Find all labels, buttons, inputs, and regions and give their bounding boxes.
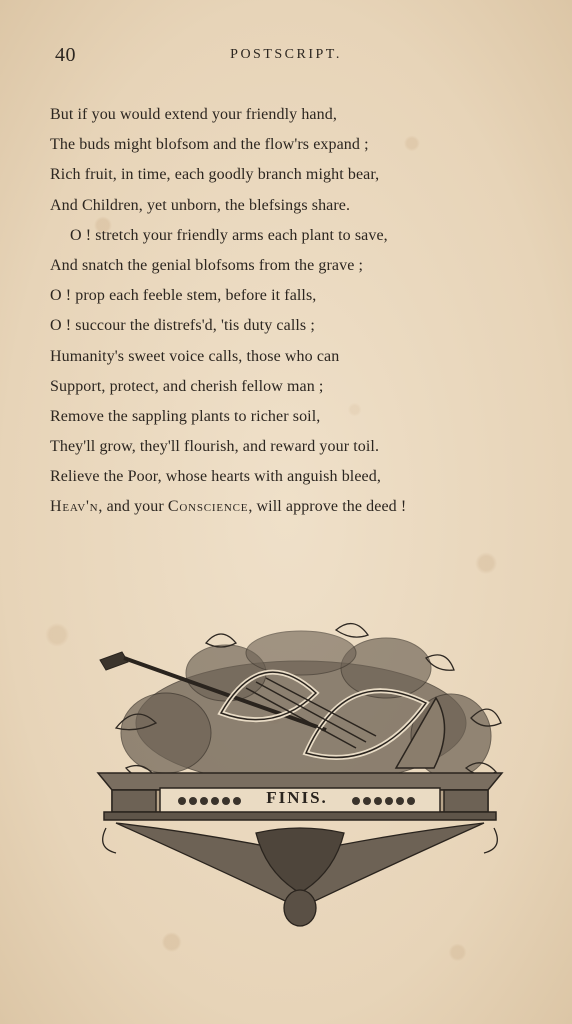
poem-line: But if you would extend your friendly hand, <box>50 106 337 123</box>
poem-line: Rich fruit, in time, each goodly branch might bear, <box>50 166 380 184</box>
final-line-text: , will approve the deed ! <box>248 498 407 516</box>
finis-tailpiece-ornament <box>96 618 504 930</box>
finis-label: FINIS. <box>266 788 328 807</box>
poem-line: O ! succour the distrefs'd, 'tis duty calls ; <box>50 317 315 335</box>
poem-line: And Children, yet unborn, the blefsings share. <box>50 196 351 214</box>
poem-line: Relieve the Poor, whose hearts with anguish bleed, <box>50 468 381 486</box>
poem-line: O ! stretch your friendly arms each plant to save, <box>70 226 388 244</box>
conscience-word: Conscience <box>167 498 249 516</box>
page-number: 40 <box>55 44 76 66</box>
heaven-word: Heav'n <box>50 498 99 516</box>
poem-line: The buds might blofsom and the flow'rs expand ; <box>50 136 369 154</box>
acanthus-pendant-ornament <box>103 823 498 926</box>
final-line-text: , and your <box>98 498 168 516</box>
running-head: POSTSCRIPT. <box>230 47 342 62</box>
poem-line: Humanity's sweet voice calls, those who can <box>50 347 340 365</box>
poem-line: They'll grow, they'll flourish, and reward your toil. <box>50 438 380 456</box>
poem-line: Support, protect, and cherish fellow man ; <box>50 377 324 395</box>
poem-line: And snatch the genial blofsoms from the grave ; <box>50 256 364 274</box>
poem-line: O ! prop each feeble stem, before it falls, <box>50 287 317 305</box>
poem-line: Remove the sappling plants to richer soil, <box>50 407 321 425</box>
poem <box>50 100 520 523</box>
poem-final-line <box>50 492 520 522</box>
